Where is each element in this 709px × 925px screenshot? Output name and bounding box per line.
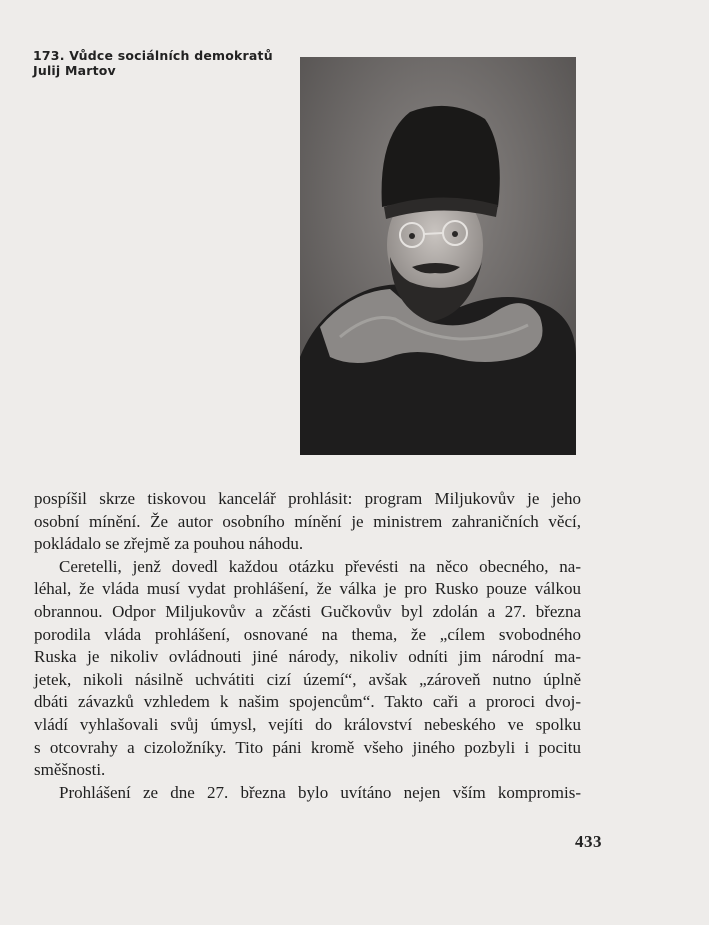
text-line: vládí vyhlašovali svůj úmysl, vejíti do království nebeského ve spolku	[34, 714, 581, 734]
text-line: Prohlášení ze dne 27. března bylo uvítáno nejen vším kompromis-	[59, 782, 581, 802]
text-line: pospíšil skrze tiskovou kancelář prohlásit: program Miljukovův je jeho	[34, 489, 581, 508]
text-line: porodila vláda prohlášení, osnované na thema, že „cílem svobodného	[34, 624, 581, 644]
caption-name: Julij Martov	[33, 63, 116, 78]
text-line: Ruska je nikoliv ovládnouti jiné národy, nikoliv odníti jim národní ma-	[34, 647, 581, 667]
text-line: pokládalo se zřejmě za pouhou náhodu.	[34, 534, 304, 554]
text-line: dbáti závazků vzhledem k našim spojencům“. Takto caři a proroci dvoj-	[34, 692, 581, 712]
text-line: směšnosti.	[34, 760, 106, 780]
text-line: Ceretelli, jenž dovedl každou otázku převésti na něco obecného, na-	[59, 556, 581, 576]
portrait-image	[300, 57, 576, 455]
text-line: obrannou. Odpor Miljukovův a zčásti Gučkovův byl zdolán a 27. března	[34, 601, 581, 621]
body-text	[34, 488, 581, 804]
text-line: léhal, že vláda musí vydat prohlášení, že válka je pro Rusko pouze válkou	[34, 579, 581, 599]
portrait-photo	[300, 57, 576, 455]
text-line: s otcovrahy a cizoložníky. Tito páni kromě všeho jiného pozbyli i pocitu	[34, 737, 581, 757]
text-line: osobní mínění. Že autor osobního mínění je ministrem zahraničních věcí,	[34, 511, 581, 531]
text-line: jetek, nikoli násilně uchvátiti cizí území“, avšak „zároveň nutno úplně	[34, 669, 581, 689]
page-number: 433	[575, 832, 602, 851]
figure-caption	[33, 48, 273, 78]
caption-title: 173. Vůdce sociálních demokratů	[33, 48, 273, 63]
